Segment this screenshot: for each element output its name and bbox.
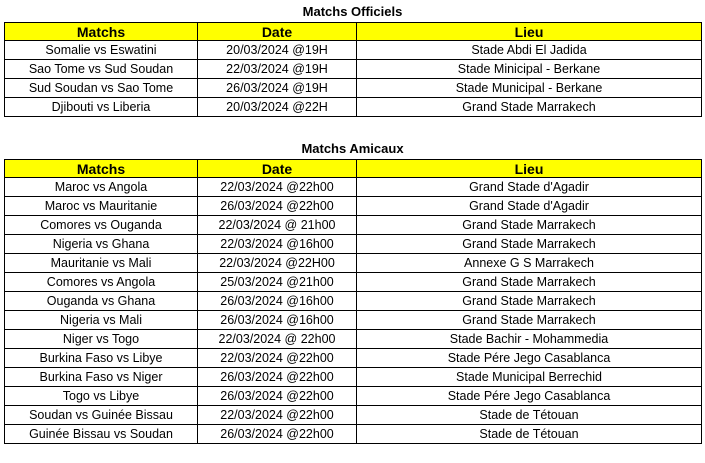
match-cell: Burkina Faso vs Libye: [5, 349, 198, 368]
table-row: [5, 330, 702, 349]
venue-cell: Grand Stade Marrakech: [357, 273, 702, 292]
col-header-lieu: Lieu: [357, 160, 702, 178]
table-row: [5, 406, 702, 425]
table-row: [5, 292, 702, 311]
friendly-matches-title: Matchs Amicaux: [301, 141, 404, 156]
venue-cell: Grand Stade Marrakech: [357, 311, 702, 330]
col-header-matchs: Matchs: [5, 23, 198, 41]
date-cell: 22/03/2024 @16h00: [198, 235, 357, 254]
date-cell: 20/03/2024 @19H: [198, 41, 357, 60]
venue-cell: Grand Stade Marrakech: [357, 98, 702, 117]
date-cell: 26/03/2024 @16h00: [198, 311, 357, 330]
match-cell: Ouganda vs Ghana: [5, 292, 198, 311]
col-header-date: Date: [198, 23, 357, 41]
venue-cell: Stade Municipal Berrechid: [357, 368, 702, 387]
date-cell: 22/03/2024 @22h00: [198, 349, 357, 368]
match-cell: Maroc vs Angola: [5, 178, 198, 197]
venue-cell: Grand Stade Marrakech: [357, 292, 702, 311]
official-matches-table: [4, 22, 702, 117]
table-row: [5, 311, 702, 330]
table-row: [5, 387, 702, 406]
table-row: [5, 197, 702, 216]
table-row: [5, 79, 702, 98]
date-cell: 26/03/2024 @22h00: [198, 387, 357, 406]
table-row: [5, 349, 702, 368]
match-cell: Mauritanie vs Mali: [5, 254, 198, 273]
date-cell: 25/03/2024 @21h00: [198, 273, 357, 292]
friendly-matches-table: [4, 159, 702, 444]
match-cell: Nigeria vs Mali: [5, 311, 198, 330]
venue-cell: Stade Pére Jego Casablanca: [357, 349, 702, 368]
header-row: [5, 23, 702, 41]
venue-cell: Stade Municipal - Berkane: [357, 79, 702, 98]
header-row: [5, 160, 702, 178]
match-cell: Guinée Bissau vs Soudan: [5, 425, 198, 444]
date-cell: 26/03/2024 @19H: [198, 79, 357, 98]
table-row: [5, 235, 702, 254]
date-cell: 22/03/2024 @ 22h00: [198, 330, 357, 349]
table-row: [5, 425, 702, 444]
col-header-date: Date: [198, 160, 357, 178]
match-cell: Sud Soudan vs Sao Tome: [5, 79, 198, 98]
table-row: [5, 178, 702, 197]
venue-cell: Stade de Tétouan: [357, 406, 702, 425]
date-cell: 22/03/2024 @ 21h00: [198, 216, 357, 235]
table-row: [5, 216, 702, 235]
table-row: [5, 98, 702, 117]
venue-cell: Grand Stade d'Agadir: [357, 178, 702, 197]
official-matches-title: Matchs Officiels: [302, 4, 403, 19]
table-row: [5, 273, 702, 292]
date-cell: 26/03/2024 @22h00: [198, 197, 357, 216]
col-header-lieu: Lieu: [357, 23, 702, 41]
match-cell: Maroc vs Mauritanie: [5, 197, 198, 216]
match-cell: Comores vs Ouganda: [5, 216, 198, 235]
date-cell: 22/03/2024 @22h00: [198, 178, 357, 197]
venue-cell: Grand Stade Marrakech: [357, 235, 702, 254]
match-cell: Soudan vs Guinée Bissau: [5, 406, 198, 425]
table-row: [5, 254, 702, 273]
venue-cell: Stade Pére Jego Casablanca: [357, 387, 702, 406]
match-cell: Niger vs Togo: [5, 330, 198, 349]
match-cell: Comores vs Angola: [5, 273, 198, 292]
match-cell: Sao Tome vs Sud Soudan: [5, 60, 198, 79]
venue-cell: Stade Abdi El Jadida: [357, 41, 702, 60]
date-cell: 26/03/2024 @16h00: [198, 292, 357, 311]
table-row: [5, 41, 702, 60]
venue-cell: Annexe G S Marrakech: [357, 254, 702, 273]
venue-cell: Stade de Tétouan: [357, 425, 702, 444]
venue-cell: Grand Stade Marrakech: [357, 216, 702, 235]
venue-cell: Stade Bachir - Mohammedia: [357, 330, 702, 349]
venue-cell: Grand Stade d'Agadir: [357, 197, 702, 216]
match-cell: Burkina Faso vs Niger: [5, 368, 198, 387]
date-cell: 20/03/2024 @22H: [198, 98, 357, 117]
venue-cell: Stade Minicipal - Berkane: [357, 60, 702, 79]
date-cell: 26/03/2024 @22h00: [198, 425, 357, 444]
date-cell: 22/03/2024 @19H: [198, 60, 357, 79]
match-cell: Djibouti vs Liberia: [5, 98, 198, 117]
table-row: [5, 368, 702, 387]
date-cell: 22/03/2024 @22H00: [198, 254, 357, 273]
col-header-matchs: Matchs: [5, 160, 198, 178]
date-cell: 22/03/2024 @22h00: [198, 406, 357, 425]
table-row: [5, 60, 702, 79]
match-cell: Nigeria vs Ghana: [5, 235, 198, 254]
match-cell: Togo vs Libye: [5, 387, 198, 406]
date-cell: 26/03/2024 @22h00: [198, 368, 357, 387]
match-cell: Somalie vs Eswatini: [5, 41, 198, 60]
